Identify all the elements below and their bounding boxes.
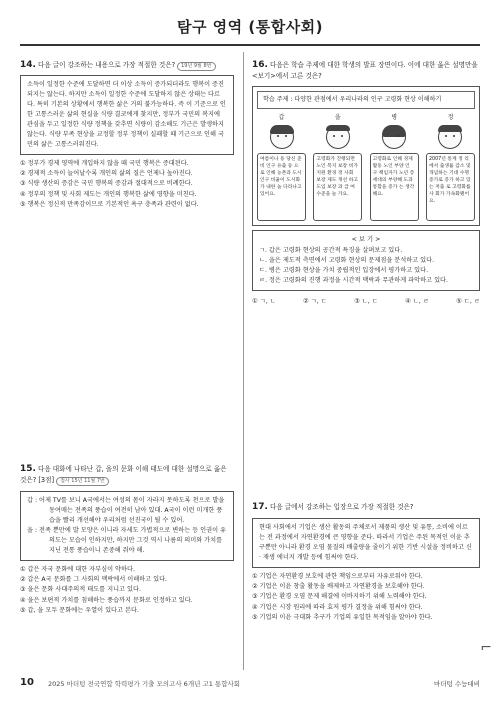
column-divider: [243, 52, 244, 670]
source-tag: 19년 9월 8번: [177, 62, 215, 71]
option-1[interactable]: ① ㄱ, ㄴ: [252, 298, 276, 305]
options-list: [20, 565, 234, 616]
speech-bubble: 고령화가 진행되면 노인 복지 보장 비가 지원 환경 정 사회 보장 제도 개선 하고 도입 보장 과 급 여 수준을 늘 가요.: [313, 153, 362, 221]
option-2[interactable]: ② 갑은 A국 문화를 그 사회의 맥락에서 이해하고 있다.: [20, 576, 168, 584]
student-name: 을: [334, 114, 341, 121]
passage-box: 현대 사회에서 기업은 생산 활동의 주체로서 제품의 생산 및 유통, 소비에 이르는 전 과정에서 자연환경에 큰 영향을 준다. 따라서 기업은 주된 목적인 이윤 추구뿐만 아니라 환경 오염 물질의 배출량을 줄이기 위한 기반 시설을 정비하고 신 · 재생 에너지 개발 등에 힘써야 한다.: [252, 518, 480, 568]
question-text: 다음 대화에 나타난 갑, 을의 문화 이해 태도에 대한 설명으로 옳은 것은? [3점]: [20, 465, 227, 484]
option-4[interactable]: ④ 기업은 시장 원리에 따라 효저 평가 결정을 위해 힘써야 한다.: [252, 603, 423, 611]
option-5[interactable]: ⑤ 기업의 이윤 극대화 추구가 기업의 유일한 목적임을 알아야 한다.: [252, 613, 433, 621]
option-4[interactable]: ④ 을은 보편적 가치를 침해하는 풍습까지 문화로 인정하고 있다.: [20, 596, 193, 604]
page-number: 10: [20, 677, 34, 688]
option-4[interactable]: ④ 정부의 정책 및 사회 제도는 개인의 행복한 삶에 영향을 미친다.: [20, 190, 197, 198]
option-1[interactable]: ① 정부가 경제 영역에 개입하지 않을 때 국민 행복은 증대된다.: [20, 160, 189, 167]
question-text: 다음은 학습 주제에 대한 학생의 발표 장면이다. 이에 대한 옳은 설명만을 <보기>에서 고른 것은?: [252, 61, 478, 80]
student-name: 갑: [278, 114, 285, 121]
speech-bubble: 여름이나 동 당신 준비 인구 유출 동 으로 인해 농촌과 도시 인구 비율이 도시화가 내한 높 다라나고 있어요.: [257, 153, 306, 221]
header-rule: [20, 44, 480, 46]
speech-bubble: 2007년 통계 정 리에서 출생률 감소 및 개념하는 기대 수명 증가로 증가 하고 있는 저출 로 고령화를 사 회가 가속화됐어요.: [426, 153, 475, 221]
question-text: 다음 글에서 강조하는 입장으로 가장 적절한 것은?: [269, 503, 414, 511]
student-avatar: [326, 125, 350, 149]
student-name: 정: [447, 114, 454, 121]
students-row: [257, 113, 475, 221]
options-list: [20, 159, 234, 210]
question-15: [20, 464, 234, 616]
student-name: 병: [391, 114, 398, 121]
option-3[interactable]: ③ 을은 문화 사대주의적 태도를 지니고 있다.: [20, 586, 141, 594]
option-1[interactable]: ① 갑은 자국 문화에 대한 자부심이 약하다.: [20, 566, 135, 573]
student-avatar: [270, 125, 294, 149]
question-number: 16.: [252, 60, 268, 70]
option-3[interactable]: ③ 기업은 환경 오염 문제 해결에 이바지하기 위해 노력해야 한다.: [252, 593, 427, 601]
options-list: [252, 297, 480, 307]
option-4[interactable]: ④ ㄴ, ㄹ: [405, 298, 429, 305]
student-eul: [313, 113, 362, 221]
bogi-item: ㄹ. 정은 고령화의 진행 과정을 시간적 맥락과 무관하게 파악하고 있다.: [259, 277, 448, 284]
option-2[interactable]: ② ㄱ, ㄷ: [303, 298, 327, 305]
dialogue-line-eul: 을 : 전족 뿐만에 발 모양은 이니라 자세도 가볍적으로 변하는 등 인권이 유의도는 모습이 인하지만, 하지만 그것 역시 나름의 의미와 가치를 지닌 전통 풍습이니 존중해 줘야 해.: [27, 527, 227, 554]
dialogue-line-gap: 갑 : 어제 TV를 보니 A국에서는 여성의 몸이 자라지 못하도록 천으로 발을 동여매는 전족의 풍습이 여전히 남아 있대. A국이 이런 미개한 풍습을 빨리 개선해야 우리처럼 선진국이 될 수 있어.: [27, 497, 225, 524]
bogi-box: [252, 230, 480, 291]
student-gap: [257, 113, 306, 221]
page-footer: [20, 674, 480, 692]
question-number: 14.: [20, 60, 36, 70]
student-avatar: [382, 125, 406, 149]
question-16: [252, 60, 480, 307]
student-byeong: [370, 113, 419, 221]
option-5[interactable]: ⑤ ㄷ, ㄹ: [456, 298, 480, 305]
speech-bubble: 고령화로 인해 경제 활동 노인 부양 인 구 책임자가 노년 층 세대의 부양해 도과 통합을 증가 는 생각해요.: [370, 153, 419, 221]
option-1[interactable]: ① 기업은 자연환경 보호에 관한 책임으로부터 자유로워야 한다.: [252, 573, 423, 580]
publisher-logo: 마더텅 수능대비: [433, 680, 480, 688]
question-number: 15.: [20, 464, 36, 474]
student-avatar: [438, 125, 462, 149]
student-jeong: [426, 113, 475, 221]
option-5[interactable]: ⑤ 행복은 정신적 만족감이므로 기본적인 욕구 충족과 관련이 없다.: [20, 200, 199, 208]
question-text: 다음 글이 강조하는 내용으로 가장 적절한 것은?: [37, 61, 176, 69]
options-list: [252, 572, 480, 623]
question-17: [252, 502, 480, 623]
page-header: 탐구 영역 (통합사회): [176, 18, 324, 36]
tab-marker-icon: ⌐: [480, 640, 492, 656]
option-5[interactable]: ⑤ 갑, 을 모두 문화에는 우열이 있다고 본다.: [20, 606, 139, 614]
dialogue-box: [20, 491, 234, 561]
bogi-item: ㄱ. 갑은 고령화 현상의 공간적 특징을 살펴보고 있다.: [259, 247, 403, 254]
bogi-title: < 보 기 >: [351, 236, 381, 243]
option-3[interactable]: ③ ㄴ, ㄷ: [354, 298, 378, 305]
question-number: 17.: [252, 502, 268, 512]
figure-box: [252, 86, 480, 226]
option-3[interactable]: ③ 식량 생산의 증감은 국민 행복의 증감과 절대적으로 비례한다.: [20, 180, 193, 188]
footer-title: 2025 마더텅 전국연합 학력평가 기출 모의고사 6개년 고1 통합사회: [48, 680, 241, 688]
source-tag: 접사 15년 11월 7번: [56, 477, 109, 486]
passage-box: 소득이 일정한 수준에 도달하면 더 이상 소득이 증가되더라도 행복이 증진되지는 않는다. 하지만 소득이 일정한 수준에 도달하지 않은 상태는 다르다. 특히 기본의 상황에서 행복한 삶은 거의 불가능하다. 즉 이 기준으로 인한 고통스러운 삶의 현실을 식량 결코에게 찾지만, 정부가 국민의 복지에 관심을 두고 일정한 식량 정책을 갖추면 식량이 감소해도 기근은 발생하지 않는다. 식량 부족 현상을 교정할 정부 정책이 실패할 때 기근으로 인해 국민의 삶은 고통스러워진다.: [20, 75, 234, 155]
learning-topic: 학습 주제 : 다양한 관점에서 우리나라의 인구 고령화 현상 이해하기: [257, 91, 475, 109]
bogi-item: ㄴ. 을은 제도적 측면에서 고령화 현상의 문제점을 분석하고 있다.: [259, 257, 435, 264]
question-14: [20, 60, 234, 210]
option-2[interactable]: ② 기업은 이윤 창출 활동을 배제하고 자연환경을 보호해야 한다.: [252, 583, 425, 591]
bogi-item: ㄷ. 병은 고령화 현상을 가치 중립적인 입장에서 평가하고 있다.: [259, 267, 429, 274]
option-2[interactable]: ② 경제적 소득이 늘어날수록 개인의 삶의 질은 언제나 높아진다.: [20, 170, 193, 178]
